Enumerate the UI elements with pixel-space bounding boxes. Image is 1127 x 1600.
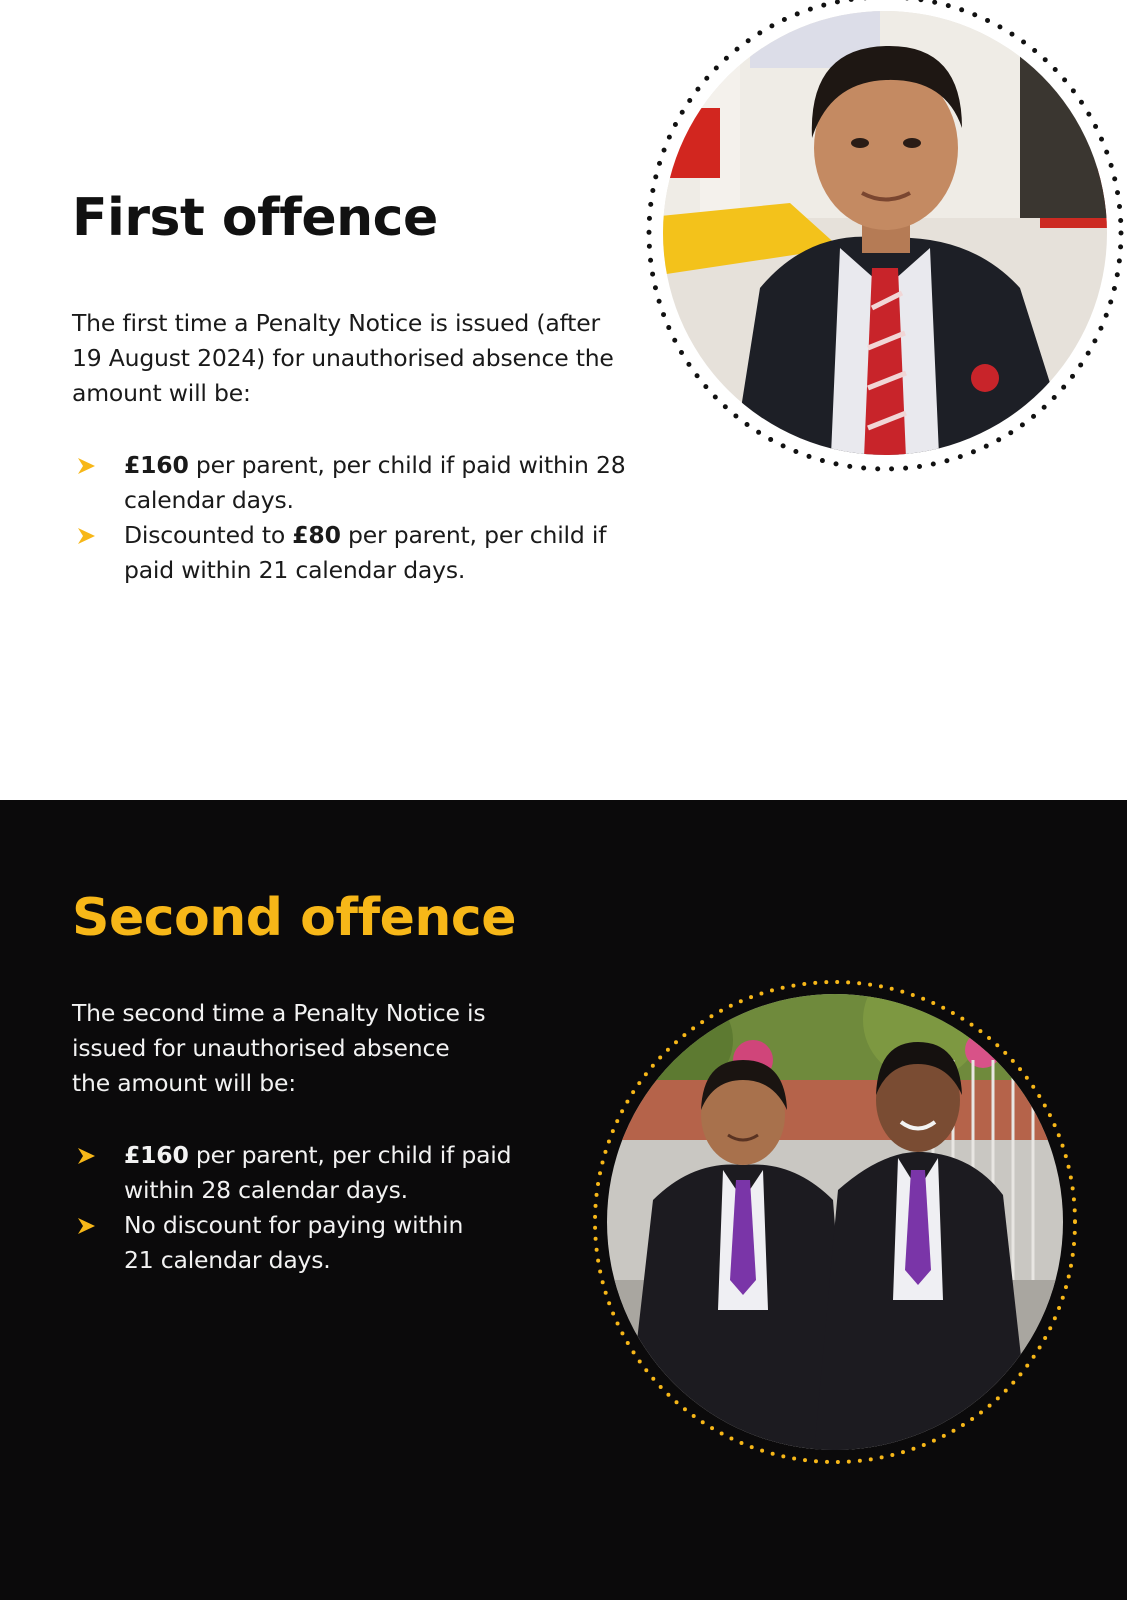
intro-line: The second time a Penalty Notice is xyxy=(72,999,486,1027)
chevron-right-icon xyxy=(76,457,96,475)
bullet-text: per parent, per child if paid xyxy=(188,1141,512,1169)
bullet-text: calendar days. xyxy=(124,486,294,514)
chevron-right-icon xyxy=(76,527,96,545)
intro-line: 19 August 2024) for unauthorised absence the xyxy=(72,344,614,372)
intro-line: amount will be: xyxy=(72,379,251,407)
bullet-text: within 28 calendar days. xyxy=(124,1176,408,1204)
list-item xyxy=(72,1208,532,1278)
first-offence-heading: First offence xyxy=(72,188,438,248)
second-offence-section xyxy=(0,800,1127,1600)
first-offence-bullet-list xyxy=(72,448,652,588)
intro-line: issued for unauthorised absence xyxy=(72,1034,450,1062)
list-item xyxy=(72,448,652,518)
chevron-right-icon xyxy=(76,1217,96,1235)
bullet-text: Discounted to xyxy=(124,521,293,549)
student-photo xyxy=(640,0,1127,478)
list-item xyxy=(72,518,652,588)
first-offence-intro xyxy=(72,306,632,411)
penalty-amount: £160 xyxy=(124,1141,189,1169)
second-offence-heading: Second offence xyxy=(72,888,516,948)
bullet-text: 21 calendar days. xyxy=(124,1246,331,1274)
intro-line: The first time a Penalty Notice is issued (after xyxy=(72,309,600,337)
list-item xyxy=(72,1138,532,1208)
students-photo xyxy=(593,980,1077,1464)
bullet-text: paid within 21 calendar days. xyxy=(124,556,466,584)
penalty-amount: £80 xyxy=(292,521,341,549)
bullet-text: No discount for paying within xyxy=(124,1211,464,1239)
penalty-amount: £160 xyxy=(124,451,189,479)
chevron-right-icon xyxy=(76,1147,96,1165)
second-offence-bullet-list xyxy=(72,1138,532,1278)
bullet-text: per parent, per child if paid within 28 xyxy=(188,451,626,479)
bullet-text: per parent, per child if xyxy=(340,521,607,549)
second-offence-intro xyxy=(72,996,512,1101)
intro-line: the amount will be: xyxy=(72,1069,296,1097)
